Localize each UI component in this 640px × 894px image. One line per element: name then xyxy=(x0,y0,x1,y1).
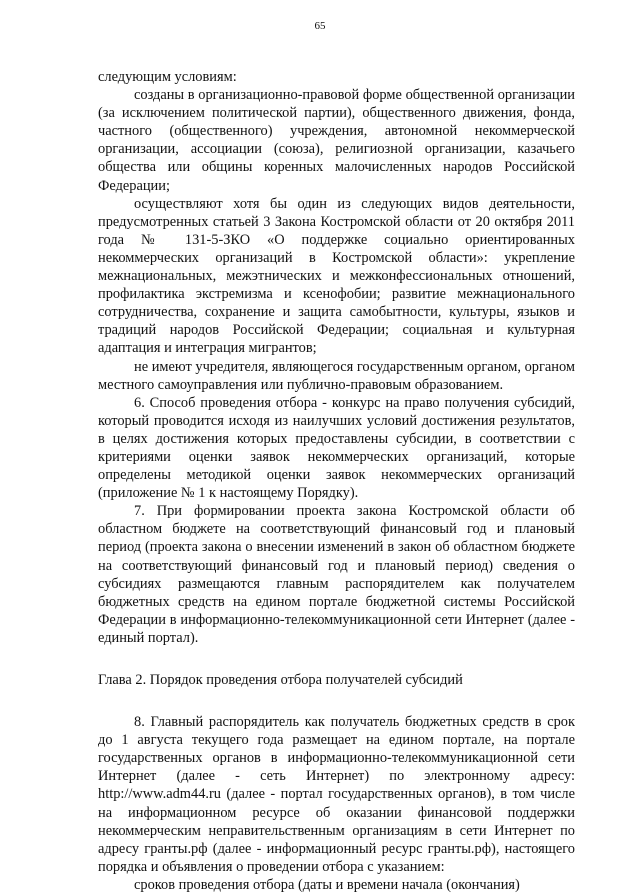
paragraph-conditions-intro: следующим условиям: xyxy=(98,69,237,85)
paragraph-condition-created: созданы в организационно-правовой форме общественной организации (за исключением политической партии), общественного движения, фонда, частного (общественного) учреждения, автономной некоммерческой организации, ассоциации (союза), религиозной организации, казачьего общества или общины коренных малочисленных народов Российской Федерации; xyxy=(98,87,575,194)
paragraph-condition-founder: не имеют учредителя, являющегося государственным органом, органом местного самоуправления или публично-правовым образованием. xyxy=(98,358,575,393)
paragraph-item-7: 7. При формировании проекта закона Костромской области об областном бюджете на соответствующий финансовый год и плановый период (проекта закона о внесении изменений в закон об областном бюджете на соответствующий финансовый год и плановый период) сведения о субсидиях размещаются главным распорядителем как получателем бюджетных средств на едином портале бюджетной системы Российской Федерации в информационно-телекоммуникационной сети Интернет (далее - единый портал). xyxy=(98,503,575,646)
document-body xyxy=(98,68,575,894)
paragraph-selection-terms: сроков проведения отбора (даты и времени начала (окончания) xyxy=(134,876,520,893)
paragraph-condition-activity: осуществляют хотя бы один из следующих видов деятельности, предусмотренных статьей 3 Закона Костромской области от 20 октября 2011 года № 131-5-ЗКО «О поддержке социально ориентированных некоммерческих организаций в Костромской области»: укрепление межнациональных, межэтнических и межконфессиональных отношений, профилактика экстремизма и ксенофобии; развитие межнационального сотрудничества, сохранение и защита самобытности, культуры, языков и традиций народов Российской Федерации; социальная и культурная адаптация и интеграция мигрантов; xyxy=(98,195,575,357)
paragraph-item-6: 6. Способ проведения отбора - конкурс на право получения субсидий, который проводится исходя из наилучших условий достижения результатов, в целях достижения которых предоставлены субсидии, в соответствии с критериями оценки заявок некоммерческих организаций, которые определены методикой оценки заявок некоммерческих организаций (приложение № 1 к настоящему Порядку). xyxy=(98,394,575,502)
page-number: 65 xyxy=(314,20,326,32)
paragraph-item-8: 8. Главный распорядитель как получатель бюджетных средств в срок до 1 августа текущего года размещает на едином портале, на портале государственных органов в информационно-телекоммуникационной сети Интернет (далее - сеть Интернет) по электронному адресу: http://www.adm44.ru (далее - портал государственных органов), в том числе на информационном ресурсе об оказании финансовой поддержки некоммерческим неправительственным организациям в сети Интернет по адресу гранты.рф (далее - информационный ресурс гранты.рф), настоящего порядка и объявления о проведении отбора с указанием: xyxy=(98,714,575,875)
chapter-title: Глава 2. Порядок проведения отбора получателей субсидий xyxy=(98,672,463,688)
